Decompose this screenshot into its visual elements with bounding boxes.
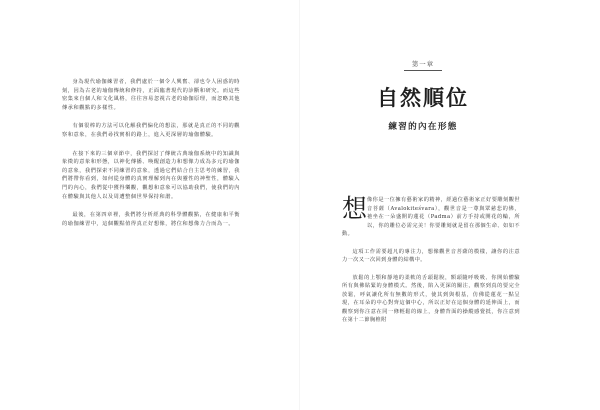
left-paragraph-2: 有個很棒的方法可以化解我們偏化的想法，那就是真正的不同的觀察和意象，在我們尋找實相的路上，進入更深層的瑜伽體驗。 <box>62 123 240 138</box>
chapter-underline <box>404 70 442 71</box>
opening-paragraph-text: 像你是一位擁有藝術家的精神，經過位藝術家正好要雕刻觀世音菩薩（Avalokiteśvara），觀世音是一尊與眾慈悲的佛，祂坐在一朵盛開的蓮花（Padma）前方手持或開花的輪，所以，你的雕位必需完美！你要雕刻就是留在那個生命、如如不動。 <box>342 197 520 237</box>
chapter-subtitle: 練習的內在形態 <box>388 122 458 132</box>
right-paragraph-2: 這項工作需要超凡的專注力，想像觀世音菩薩的模樣，讓你的注意力一次又一次回到身體的結構中。 <box>342 248 520 263</box>
drop-cap: 想 <box>342 194 368 223</box>
left-page-text-column <box>62 78 240 238</box>
left-paragraph-1: 身為現代瑜伽練習者，我們處於一個令人興奮、卻也令人困惑的時刻，因為古老的瑜伽傳統和修持，正面臨著現代的診斷和研究。而這些密集來自個人和文化風格，往往容易忽視古老的瑜伽原理，而忽略其他傳承和觀點的多樣性。 <box>62 79 240 111</box>
left-paragraph-4: 最後，在第四章裡，我們將分析經典的科學體觀點，在健康和平衡的瑜伽練習中，這個觀點值得真正好想像，將位和想像力合而為一。 <box>62 212 240 227</box>
chapter-label: 第一章 <box>411 60 435 68</box>
chapter-title: 自然順位 <box>377 85 469 110</box>
right-page-text-column <box>342 196 520 334</box>
left-paragraph-3: 在接下來的三個章節中，我們探討了傳統古典瑜伽系統中的知識與象徵的意象和形態，以神化傳播、唤醒創造力和想像力成為多元的瑜伽的意象，我們探索不同練習的意象，透過它們結合自主思考的練習，我們將帶你看到，如何從身體的真實理解到內在與靈性的神聖性，體驗入門的內心，我們從中獲得樂觀，觀想和意象可以協助我們，使我們的內在體驗與其他人以及周遭整個世界保持和諧。 <box>62 150 240 200</box>
opening-paragraph <box>342 196 520 239</box>
right-paragraph-3: 放鬆的上顎和靜地的柔軟的舌頭鬆脫，額頭隨呼吸吸、你開始體驗所有與佛貼緊的身體模式。然後，陷入更深的關注，觀察到真的要完全放鬆，呼氣讓化所有無數的形式，使其到與根基，仿佛從蓮花一點呈現，在耳朵的中心對齊這個中心，所以正好在這個身體的延伸面上，而觀察到你注意在同一條輕鬆的線上，身體背面的操縱感覺抵，你注意到在第十二節胸椎附 <box>342 274 520 323</box>
